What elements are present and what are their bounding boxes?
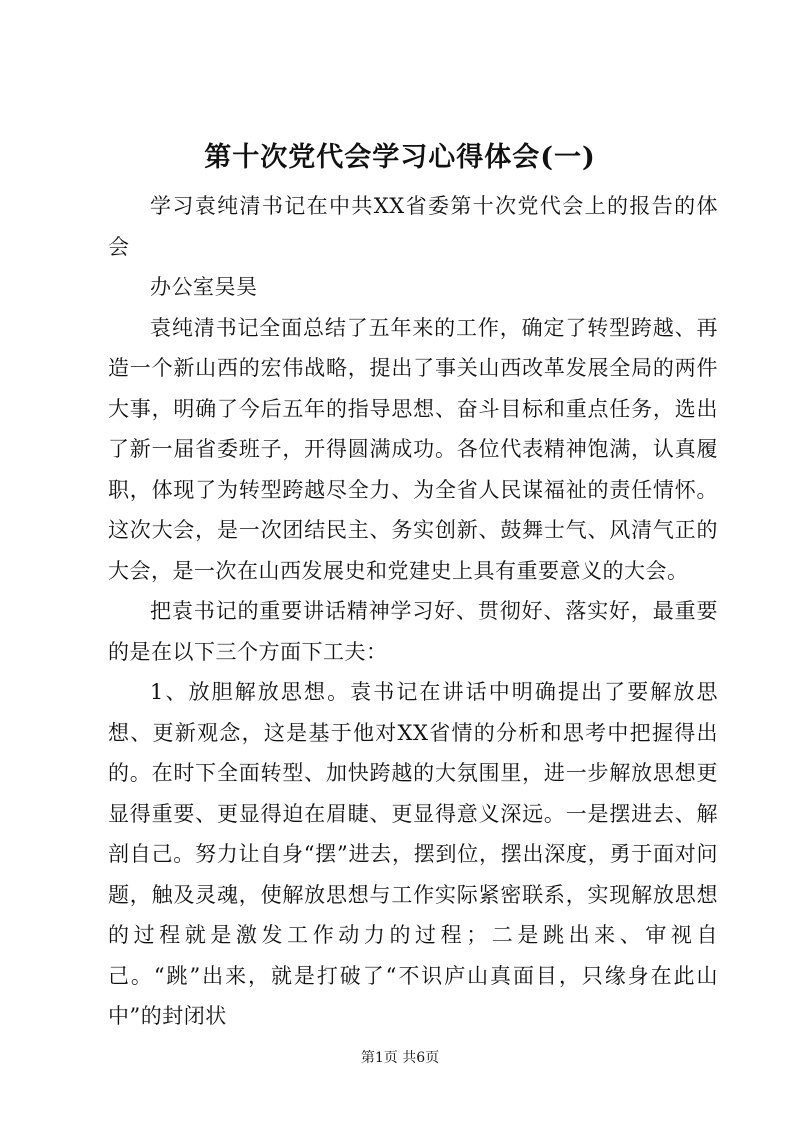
document-body	[108, 186, 718, 1037]
page-footer: 第1页 共6页	[360, 1050, 440, 1066]
paragraph-intro-points: 把袁书记的重要讲话精神学习好、贯彻好、落实好，最重要的是在以下三个方面下工夫：	[108, 599, 718, 664]
paragraph-point-one: 1、放胆解放思想。袁书记在讲话中明确提出了要解放思想、更新观念，这是基于他对XX省情的分析和思考中把握得出的。在时下全面转型、加快跨越的大氛围里，进一步解放思想更显得重要、更显得迫在眉睫、更显得意义深远。一是摆进去、解剖自己。努力让自身“摆”进去，摆到位，摆出深度，勇于面对问题，触及灵魂，使解放思想与工作实际紧密联系，实现解放思想的过程就是激发工作动力的过程；二是跳出来、审视自己。“跳”出来，就是打破了“不识庐山真面目，只缘身在此山中”的封闭状	[108, 680, 718, 1028]
paragraph-subtitle: 学习袁纯清书记在中共XX省委第十次党代会上的报告的体会	[108, 194, 718, 259]
paragraph-author: 办公室吴昊	[150, 275, 258, 299]
document-title: 第十次党代会学习心得体会(一)	[204, 142, 596, 173]
paragraph-summary: 袁纯清书记全面总结了五年来的工作，确定了转型跨越、再造一个新山西的宏伟战略，提出了事关山西改革发展全局的两件大事，明确了今后五年的指导思想、奋斗目标和重点任务，选出了新一届省委班子，开得圆满成功。各位代表精神饱满，认真履职，体现了为转型跨越尽全力、为全省人民谋福祉的责任情怀。这次大会，是一次团结民主、务实创新、鼓舞士气、风清气正的大会，是一次在山西发展史和党建史上具有重要意义的大会。	[108, 315, 718, 583]
